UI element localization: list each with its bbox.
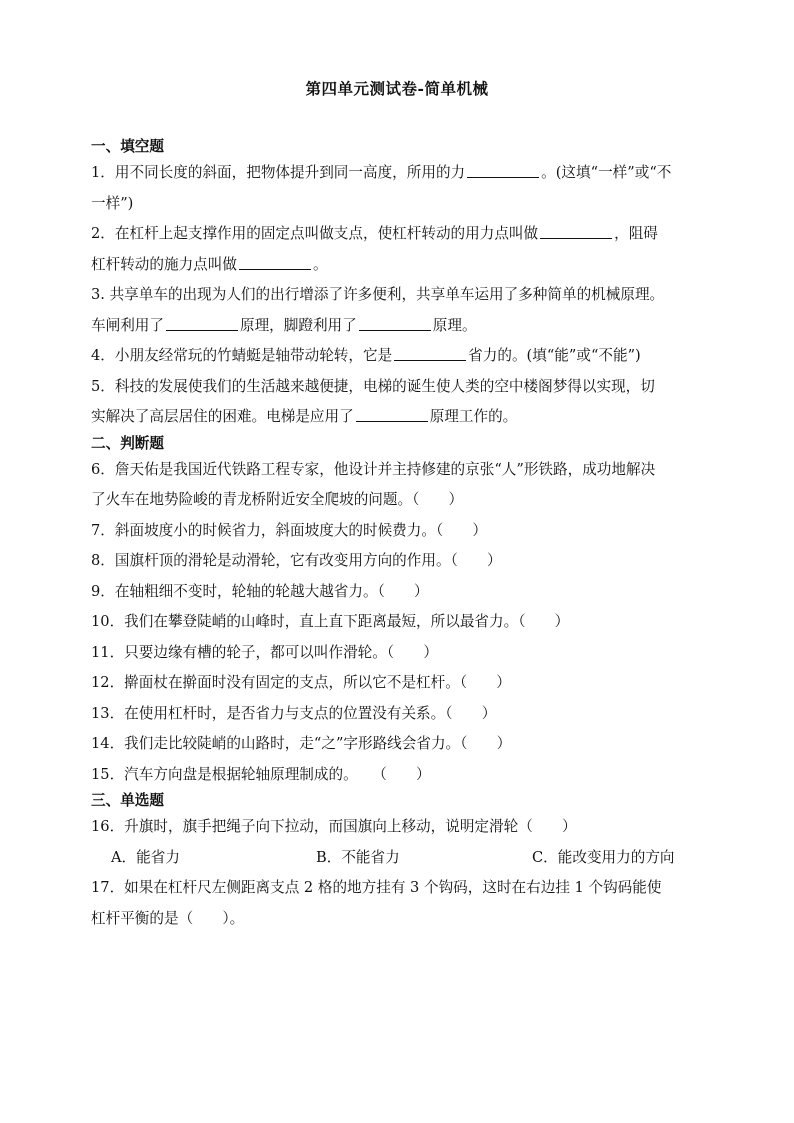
question-17 (91, 873, 713, 934)
question-3-text-3: 原理，脚蹬利用了 (239, 316, 357, 334)
option-b[interactable]: B．不能省力 (316, 848, 400, 866)
question-3-text-4: 原理。 (432, 316, 477, 334)
question-1-text-3: 一样”) (91, 194, 134, 212)
question-17-text: 17．如果在杠杆尺左侧距离支点 2 格的地方挂有 3 个钩码，这时在右边挂 1 个钩码能使 (91, 879, 662, 896)
question-6-text: 6．詹天佑是我国近代铁路工程专家，他设计并主持修建的京张“人”形铁路，成功地解决 (91, 460, 656, 478)
question-5-text: 5．科技的发展使我们的生活越来越便捷，电梯的诞生使人类的空中楼阁梦得以实现，切 (91, 377, 655, 395)
question-3-text: 3. 共享单车的出现为人们的出行增添了许多便利，共享单车运用了多种简单的机械原理。 (91, 286, 665, 303)
question-1-text: 1．用不同长度的斜面，把物体提升到同一高度，所用的力 (91, 164, 466, 181)
question-4-text: 4．小朋友经常玩的竹蜻蜓是轴带动轮转，它是 (91, 347, 393, 364)
question-15: 15．汽车方向盘是根据轮轴原理制成的。 （ ） (91, 765, 431, 783)
answer-blank[interactable] (467, 162, 539, 178)
question-2 (91, 219, 713, 280)
question-3 (91, 280, 713, 341)
question-2-text-4: 。 (312, 255, 328, 273)
question-17-text-2: 杠杆平衡的是（ ）。 (91, 909, 245, 927)
question-8: 8．国旗杆顶的滑轮是动滑轮，它有改变用方向的作用。（ ） (91, 552, 502, 569)
question-2-line-2 (91, 250, 713, 281)
question-1 (91, 158, 713, 219)
question-13: 13．在使用杠杆时，是否省力与支点的位置没有关系。（ ） (91, 704, 497, 722)
question-9: 9．在轴粗细不变时，轮轴的轮越大越省力。（ ） (91, 582, 429, 600)
answer-blank[interactable] (394, 345, 466, 361)
question-16: 16．升旗时，旗手把绳子向下拉动，而国旗向上移动，说明定滑轮（ ） (91, 818, 577, 835)
question-3-text-2: 车闸利用了 (91, 316, 164, 334)
question-16-options (91, 843, 713, 874)
question-5-text-2: 实解决了高层居住的困难。电梯是应用了 (91, 408, 354, 425)
question-10: 10．我们在攀登陡峭的山峰时，直上直下距离最短，所以最省力。（ ） (91, 613, 570, 630)
answer-blank[interactable] (356, 406, 428, 422)
question-5-line-2 (91, 402, 713, 433)
question-5-text-3: 原理工作的。 (429, 408, 518, 425)
question-2-text-2: ，阻碍 (614, 225, 658, 242)
answer-blank[interactable] (239, 254, 311, 270)
question-14: 14．我们走比较陡峭的山路时，走“之”字形路线会省力。（ ） (91, 735, 512, 752)
answer-blank[interactable] (540, 223, 612, 239)
question-4 (91, 341, 713, 372)
question-2-text-3: 杠杆转动的施力点叫做 (91, 255, 237, 273)
option-c[interactable]: C．能改变用力的方向 (532, 848, 675, 866)
exam-content (91, 136, 713, 934)
question-7: 7．斜面坡度小的时候省力，斜面坡度大的时候费力。（ ） (91, 521, 488, 539)
question-6-text-2: 了火车在地势险峻的青龙桥附近安全爬坡的问题。（ ） (91, 491, 464, 508)
option-a[interactable]: A．能省力 (111, 848, 180, 866)
section-choice-heading: 三、单选题 (91, 792, 164, 809)
section-fill-heading: 一、填空题 (91, 138, 164, 155)
answer-blank[interactable] (359, 315, 431, 331)
page-title: 第四单元测试卷-简单机械 (305, 79, 489, 98)
question-4-text-2: 省力的。(填“能”或“不能”) (468, 347, 641, 364)
question-12: 12．擀面杖在擀面时没有固定的支点，所以它不是杠杆。（ ） (91, 674, 511, 691)
question-6 (91, 455, 713, 516)
question-3-line-2 (91, 311, 713, 342)
answer-blank[interactable] (166, 315, 238, 331)
question-1-text-2: 。(这填“一样”或“不 (541, 164, 672, 181)
question-2-text: 2．在杠杆上起支撑作用的固定点叫做支点，使杠杆转动的用力点叫做 (91, 225, 539, 242)
question-11: 11．只要边缘有槽的轮子，都可以叫作滑轮。（ ） (91, 643, 438, 661)
question-5 (91, 372, 713, 433)
section-judge-heading: 二、判断题 (91, 434, 164, 452)
